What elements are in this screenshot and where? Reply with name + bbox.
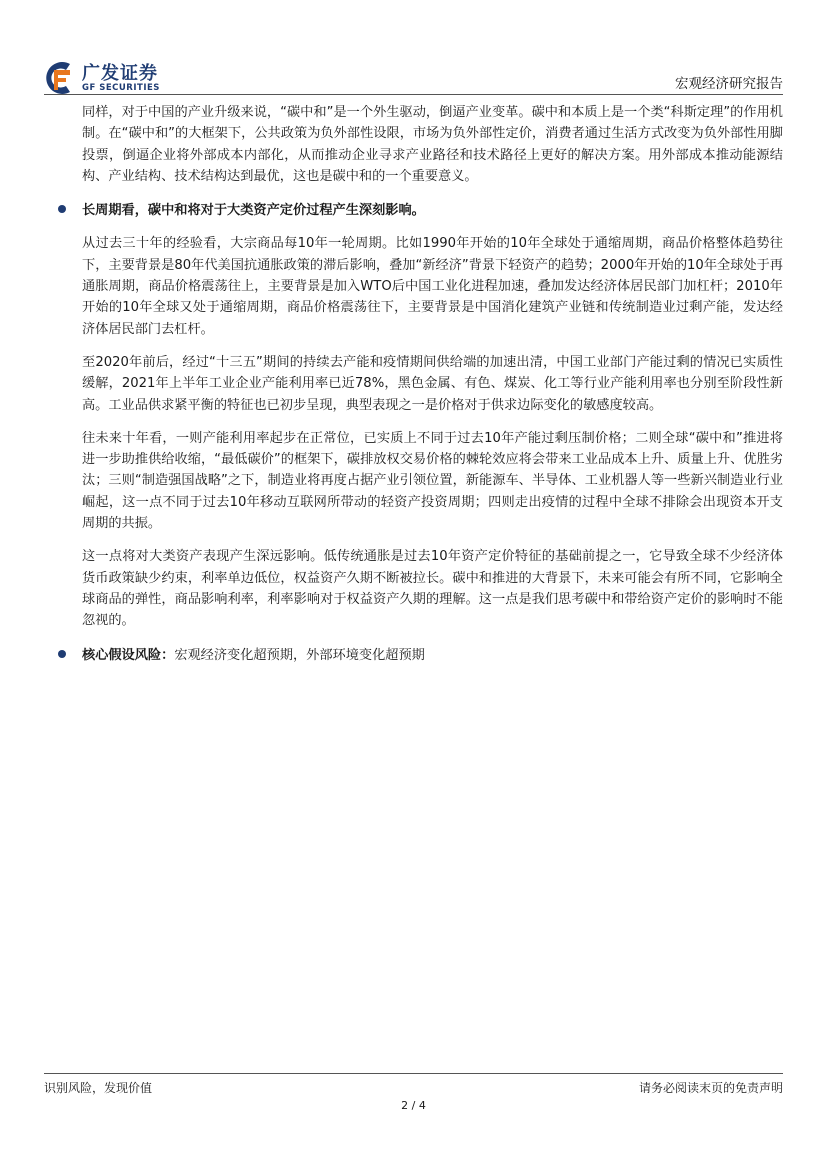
bullet-dot-icon: [58, 650, 66, 658]
bullet-heading: 长周期看，碳中和将对于大类资产定价过程产生深刻影响。: [82, 203, 425, 219]
report-body: [82, 102, 783, 678]
footer-slogan: 识别风险，发现价值: [44, 1081, 153, 1095]
paragraph-commodity-cycles: 从过去三十年的经验看，大宗商品每10年一轮周期。比如1990年开始的10年全球处于通缩周期，商品价格整体趋势往下，主要背景是80年代美国抗通胀政策的滞后影响，叠加“新经济”背景下轻资产的趋势；2000年开始的10年全球处于再通胀周期，商品价格震荡往上，主要背景是加入WTO后中国工业化进程加速，叠加发达经济体居民部门加杠杆；2010年开始的10年全球又处于通缩周期，商品价格震荡往下，主要背景是中国消化建筑产业链和传统制造业过剩产能，发达经济体居民部门去杠杆。: [82, 236, 783, 337]
bullet-dot-icon: [58, 205, 66, 213]
risk-label: 核心假设风险：: [82, 647, 175, 663]
bullet-long-cycle: [82, 199, 783, 221]
paragraph-asset-pricing: 这一点将对大类资产表现产生深远影响。低传统通胀是过去10年资产定价特征的基础前提之一，它导致全球不少经济体货币政策缺少约束，利率单边低位，权益资产久期不断被拉长。碳中和推进的大背景下，未来可能会有所不同，它影响全球商品的弹性，商品影响利率，利率影响对于权益资产久期的理解。这一点是我们思考碳中和带给资产定价的影响时不能忽视的。: [82, 549, 783, 629]
page-number: 2 / 4: [401, 1099, 426, 1112]
bullet-risk: [82, 644, 783, 666]
risk-text: 宏观经济变化超预期，外部环境变化超预期: [174, 647, 425, 663]
logo-cn-text: 广发证券: [82, 63, 158, 84]
report-type-title: 宏观经济研究报告: [675, 76, 783, 92]
paragraph-carbon-neutral-driver: 同样，对于中国的产业升级来说，“碳中和”是一个外生驱动，倒逼产业变革。碳中和本质上是一个类“科斯定理”的作用机制。在“碳中和”的大框架下，公共政策为负外部性设限，市场为负外部性定价，消费者通过生活方式改变为负外部性用脚投票，倒逼企业将外部成本内部化，从而推动企业寻求产业路径和技术路径上更好的解决方案。用外部成本推动能源结构、产业结构、技术结构达到最优，这也是碳中和的一个重要意义。: [82, 105, 783, 184]
paragraph-next-decade: 往未来十年看，一则产能利用率起步在正常位，已实质上不同于过去10年产能过剩压制价格；二则全球“碳中和”推进将进一步助推供给收缩，“最低碳价”的框架下，碳排放权交易价格的棘轮效应将会带来工业品成本上升、质量上升、优胜劣汰；三则“制造强国战略”之下，制造业将再度占据产业引领位置，新能源车、半导体、工业机器人等一些新兴制造业行业崛起，这一点不同于过去10年移动互联网所带动的轻资产投资周期；四则走出疫情的过程中全球不排除会出现资本开支周期的共振。: [82, 430, 783, 532]
footer-divider: [44, 1073, 783, 1074]
gf-securities-logo: [44, 58, 179, 98]
footer-disclaimer-note: 请务必阅读末页的免责声明: [638, 1081, 783, 1095]
logo-en-text: GF SECURITIES: [82, 83, 160, 93]
header-divider: [44, 94, 783, 95]
paragraph-capacity-2020: 至2020年前后，经过“十三五”期间的持续去产能和疫情期间供给端的加速出清，中国工业部门产能过剩的情况已实质性缓解，2021年上半年工业企业产能利用率已近78%，黑色金属、有色、煤炭、化工等行业产能利用率也分别至阶段性新高。工业品供求紧平衡的特征也已初步呈现，典型表现之一是价格对于供求边际变化的敏感度较高。: [82, 354, 783, 413]
